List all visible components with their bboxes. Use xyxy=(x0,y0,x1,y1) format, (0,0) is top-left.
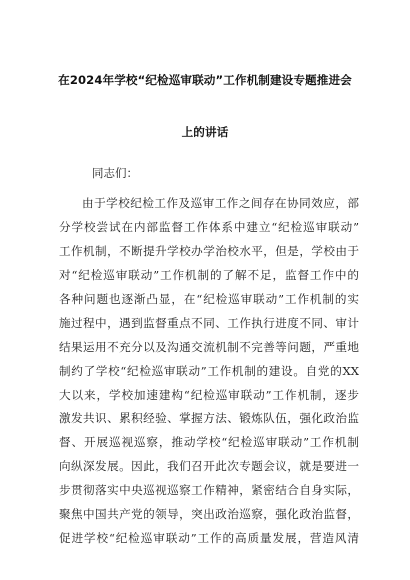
body-paragraph xyxy=(59,192,359,551)
document-title-line-1: 在2024年学校“纪检巡审联动”工作机制建设专题推进会 xyxy=(58,73,352,87)
body-line: 施过程中，遇到监督重点不同、工作执行进度不同、审计 xyxy=(59,315,359,330)
body-line: 工作机制，不断提升学校办学治校水平，但是，学校由于 xyxy=(59,243,359,258)
body-line: 促进学校“纪检巡审联动”工作的高质量发展，营造风清 xyxy=(59,531,359,546)
body-line: 结果运用不充分以及沟通交流机制不完善等问题，严重地 xyxy=(59,339,359,354)
body-line: 聚焦中国共产党的领导，突出政治巡察，强化政治监督， xyxy=(59,507,359,522)
body-line: 大以来，学校加速建构“纪检巡审联动”工作机制，逐步 xyxy=(59,387,359,402)
body-line: 分学校尝试在内部监督工作体系中建立“纪检巡审联动” xyxy=(59,219,359,234)
body-line: 由于学校纪检工作及巡审工作之间存在协同效应，部 xyxy=(82,196,359,210)
body-line: 激发共识、累积经验、掌握方法、锻炼队伍，强化政治监 xyxy=(59,411,359,426)
body-line: 制约了学校“纪检巡审联动”工作机制的建设。自党的XX xyxy=(59,363,359,378)
document-title-line-2: 上的讲话 xyxy=(181,125,229,139)
body-line: 督、开展巡视巡察，推动学校“纪检巡审联动”工作机制 xyxy=(59,435,359,450)
body-line: 步贯彻落实中央巡视巡察工作精神，紧密结合自身实际， xyxy=(59,483,359,498)
body-line: 对“纪检巡审联动”工作机制的了解不足，监督工作中的 xyxy=(59,267,359,282)
salutation: 同志们： xyxy=(92,166,138,180)
body-line: 各种问题也逐渐凸显，在“纪检巡审联动”工作机制的实 xyxy=(59,291,359,306)
body-line: 向纵深发展。因此，我们召开此次专题会议，就是要进一 xyxy=(59,459,359,474)
